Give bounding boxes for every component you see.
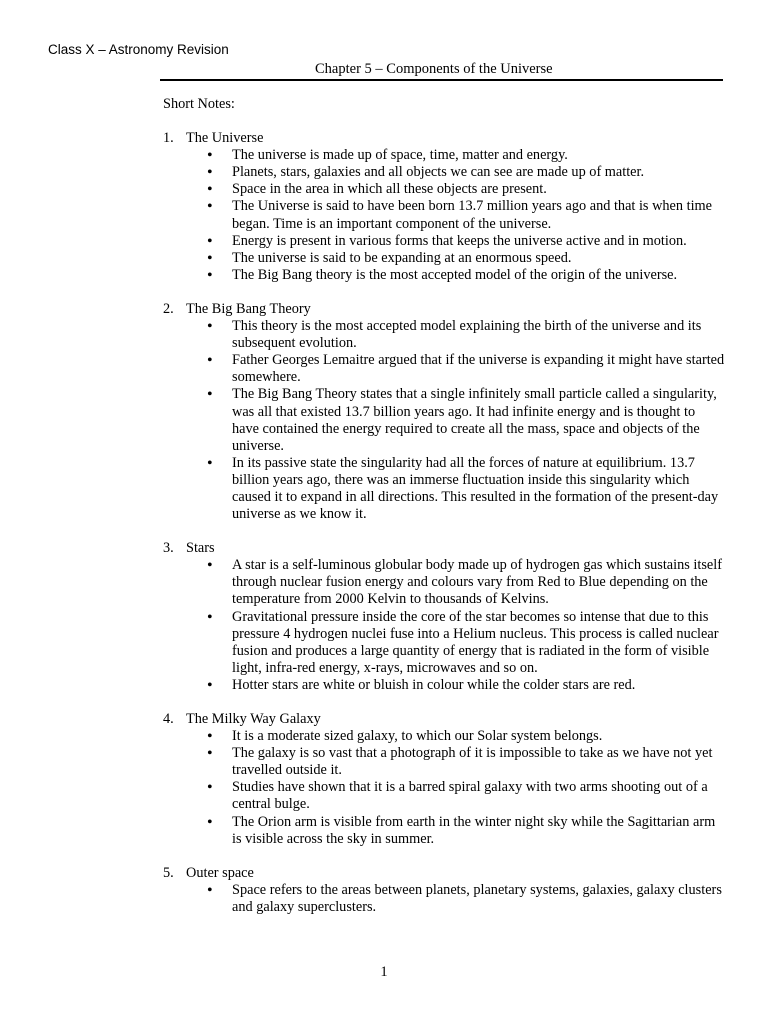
section-title-text: The Big Bang Theory bbox=[186, 300, 311, 317]
section-outer-space bbox=[163, 865, 725, 916]
bullet-point: • In its passive state the singularity had all the forces of nature at equilibrium. 13.7 billion years ago, there was an immerse fluctuation inside this singularity which caused it to expand in all directions. This resulted in the formation of the present-day universe as we know it. bbox=[163, 455, 725, 523]
bullet-point: • The galaxy is so vast that a photograph of it is impossible to take as we have not yet travelled outside it. bbox=[163, 745, 725, 779]
bullet-point: • Gravitational pressure inside the core of the star becomes so intense that due to this pressure 4 hydrogen nuclei fuse into a Helium nucleus. This process is called nuclear fusion and produces a large quantity of energy that is radiated in the form of visible light, infra-red energy, x-rays, microwaves and so on. bbox=[163, 609, 725, 677]
bullet-point: • Studies have shown that it is a barred spiral galaxy with two arms shooting out of a central bulge. bbox=[163, 779, 725, 813]
section-universe bbox=[163, 130, 725, 284]
bullet-point: • The Big Bang theory is the most accepted model of the origin of the universe. bbox=[163, 267, 725, 284]
section-number: 5. bbox=[163, 864, 174, 881]
section-number: 1. bbox=[163, 130, 174, 147]
notes-body bbox=[163, 96, 725, 933]
bullet-list bbox=[163, 728, 725, 848]
short-notes-heading: Short Notes: bbox=[163, 96, 235, 112]
bullet-point: • The Big Bang Theory states that a single infinitely small particle called a singularity, was all that existed 13.7 billion years ago. It had infinite energy and is thought to have contained the energy required to create all the mass, space and objects of the universe. bbox=[163, 386, 725, 454]
section-stars bbox=[163, 540, 725, 694]
section-big-bang bbox=[163, 301, 725, 523]
section-title bbox=[163, 301, 725, 318]
section-number: 4. bbox=[163, 711, 174, 727]
section-title bbox=[163, 865, 725, 882]
bullet-point: • The Orion arm is visible from earth in the winter night sky while the Sagittarian arm is visible across the sky in summer. bbox=[163, 814, 725, 848]
bullet-point: • Father Georges Lemaitre argued that if the universe is expanding it might have started somewhere. bbox=[163, 352, 725, 386]
section-number: 2. bbox=[163, 300, 174, 317]
bullet-point: • The universe is said to be expanding at an enormous speed. bbox=[163, 250, 725, 267]
document-header: Class X – Astronomy Revision bbox=[48, 42, 229, 57]
bullet-point: • It is a moderate sized galaxy, to which our Solar system belongs. bbox=[163, 728, 725, 745]
section-title-text: Stars bbox=[186, 540, 215, 557]
section-title-text: The Universe bbox=[186, 130, 264, 147]
bullet-point: • Planets, stars, galaxies and all objects we can see are made up of matter. bbox=[163, 164, 725, 181]
bullet-point: • Space refers to the areas between planets, planetary systems, galaxies, galaxy clusters and galaxy superclusters. bbox=[163, 882, 725, 916]
bullet-point: • Hotter stars are white or bluish in colour while the colder stars are red. bbox=[163, 677, 725, 694]
section-title-text: Outer space bbox=[186, 864, 254, 881]
section-number: 3. bbox=[163, 540, 174, 557]
section-title bbox=[163, 130, 725, 147]
chapter-title: Chapter 5 – Components of the Universe bbox=[315, 61, 553, 77]
section-title bbox=[163, 711, 725, 728]
bullet-list bbox=[163, 882, 725, 916]
bullet-point: • The universe is made up of space, time, matter and energy. bbox=[163, 147, 725, 164]
bullet-point: • Energy is present in various forms that keeps the universe active and in motion. bbox=[163, 233, 725, 250]
section-milky-way bbox=[163, 711, 725, 848]
bullet-point: • The Universe is said to have been born 13.7 million years ago and that is when time began. Time is an important component of the universe. bbox=[163, 198, 725, 232]
bullet-list bbox=[163, 147, 725, 284]
bullet-point: • This theory is the most accepted model explaining the birth of the universe and its subsequent evolution. bbox=[163, 318, 725, 352]
bullet-point: • A star is a self-luminous globular body made up of hydrogen gas which sustains itself through nuclear fusion energy and colours vary from Red to Blue depending on the temperature from 2000 Kelvin to thousands of Kelvins. bbox=[163, 557, 725, 608]
bullet-list bbox=[163, 557, 725, 694]
bullet-point: • Space in the area in which all these objects are present. bbox=[163, 181, 725, 198]
header-rule bbox=[160, 79, 723, 81]
bullet-list bbox=[163, 318, 725, 523]
section-title bbox=[163, 540, 725, 557]
section-title-text: The Milky Way Galaxy bbox=[186, 711, 321, 727]
page-number: 1 bbox=[380, 964, 388, 980]
